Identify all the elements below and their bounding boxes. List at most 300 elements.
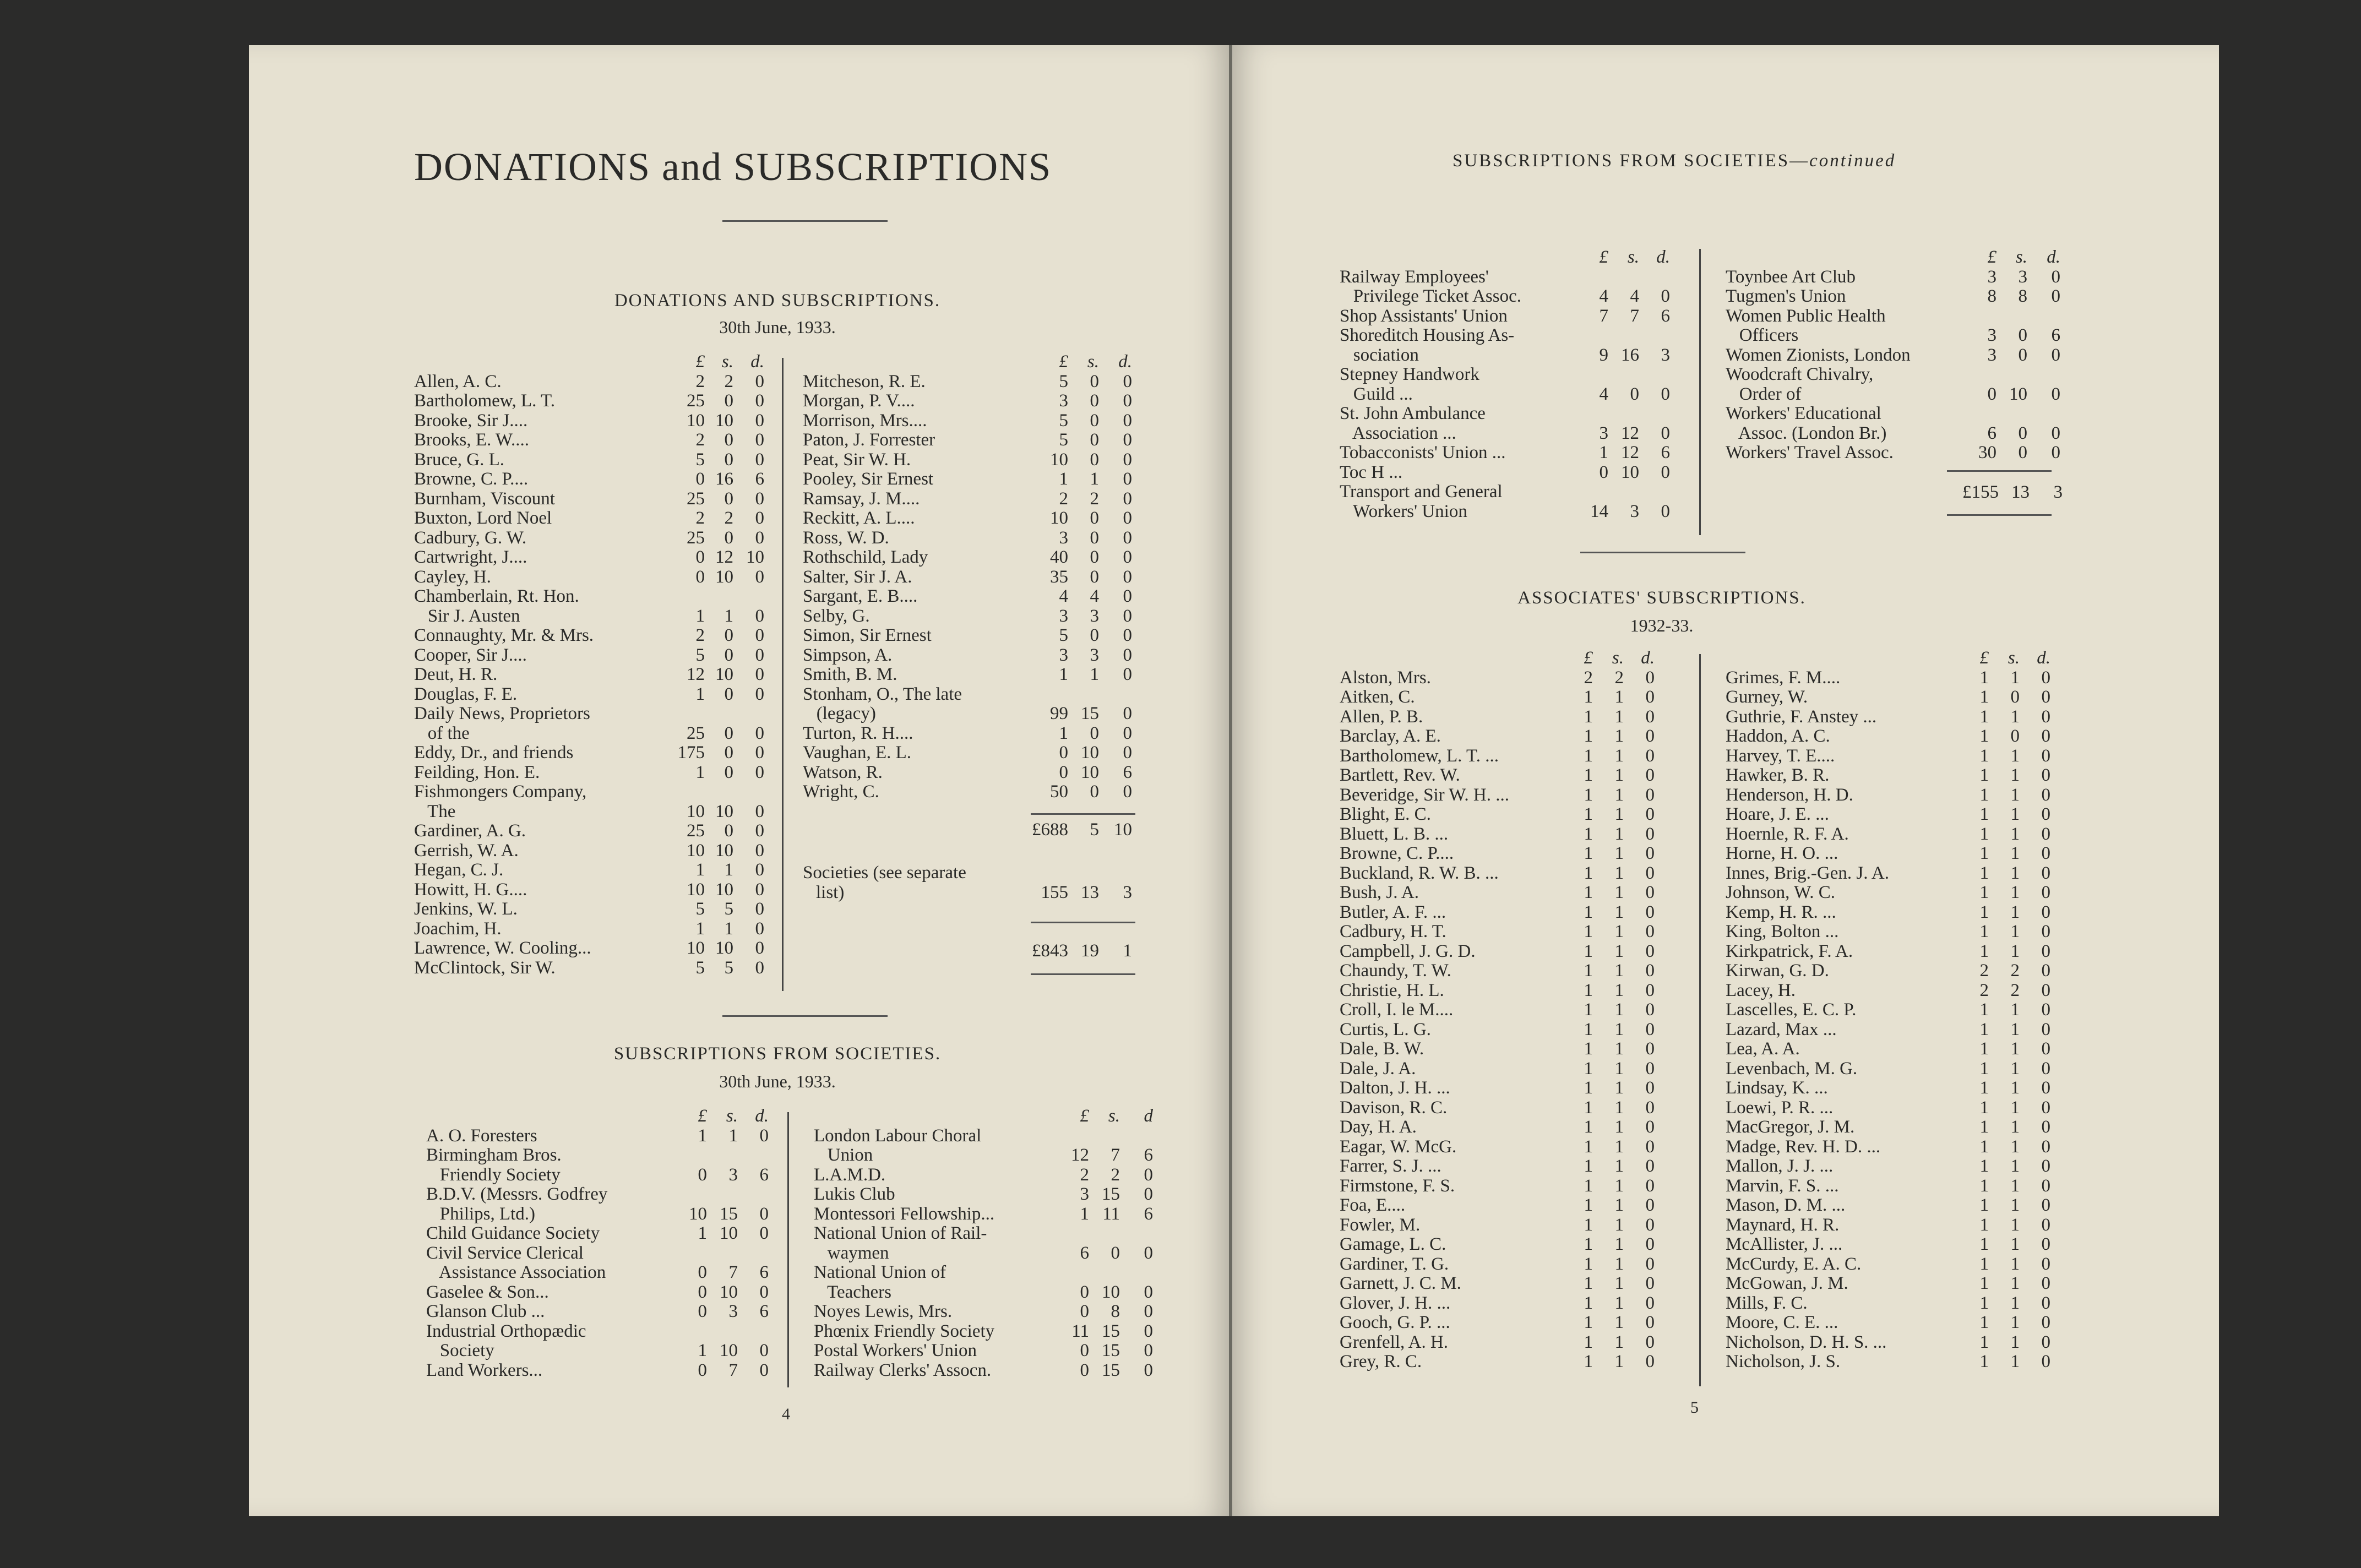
entry-pounds: 1 — [1584, 922, 1593, 941]
list-item — [414, 410, 764, 431]
entry-name: Maynard, H. R. — [1726, 1215, 1840, 1235]
entry-pence: 0 — [1123, 508, 1132, 528]
entry-pounds: 1 — [1584, 1293, 1593, 1313]
entry-name: Guild ... — [1340, 384, 1413, 404]
entry-shillings: 1 — [2010, 824, 2020, 844]
entry-name: Officers — [1726, 326, 1799, 345]
entry-pence: 6 — [2051, 325, 2060, 345]
entry-shillings: 1 — [1614, 843, 1624, 863]
entry-name: Salter, Sir J. A. — [803, 567, 912, 587]
entry-pence: 0 — [2051, 443, 2060, 462]
entry-pounds: 4 — [1599, 384, 1608, 404]
entry-shillings: 10 — [1102, 1282, 1120, 1302]
entry-pounds: 1 — [1584, 941, 1593, 961]
list-item — [426, 1146, 757, 1166]
entry-pence: 0 — [1661, 423, 1670, 443]
entry-pounds: 6 — [1987, 423, 1996, 443]
list-item — [803, 723, 1132, 744]
currency-header-£: £ — [695, 352, 705, 372]
entry-pence: 0 — [2051, 423, 2060, 443]
entry-pounds: 1 — [1584, 1019, 1593, 1039]
money-header — [1340, 649, 1725, 668]
entry-pence: 0 — [1645, 1273, 1655, 1293]
entry-shillings: 1 — [1614, 726, 1624, 746]
entry-shillings: 16 — [715, 469, 733, 489]
total-rule-top — [1031, 922, 1135, 923]
entry-shillings: 0 — [1090, 508, 1099, 528]
entry-name: Toynbee Art Club — [1726, 267, 1856, 287]
entry-pounds: 1 — [1584, 745, 1593, 766]
entry-shillings: 0 — [1090, 723, 1099, 743]
entry-pence: 0 — [1123, 527, 1132, 548]
entry-name: Tobacconists' Union ... — [1340, 443, 1506, 462]
list-item — [1726, 727, 2111, 747]
entry-pence: 0 — [755, 879, 764, 900]
associates-column-right — [1726, 649, 2111, 1372]
list-item — [1340, 1157, 1725, 1177]
entry-name: Aitken, C. — [1340, 688, 1415, 707]
entry-name: Christie, H. L. — [1340, 981, 1444, 1000]
list-item — [1340, 1118, 1725, 1137]
entry-pounds: 1 — [1979, 804, 1989, 824]
list-item — [803, 743, 1132, 763]
entry-shillings: 1 — [1614, 706, 1624, 727]
societies-total-rule-top — [1947, 470, 2052, 472]
entry-pence: 0 — [2041, 1019, 2050, 1039]
entry-name: Brooks, E. W.... — [414, 431, 530, 450]
entry-shillings: 1 — [2010, 1156, 2020, 1176]
list-item — [1726, 1255, 2111, 1275]
list-item — [1340, 404, 1725, 424]
entry-pounds: 50 — [1050, 782, 1068, 802]
entry-name: Lazard, Max ... — [1726, 1020, 1837, 1039]
entry-pence: 6 — [759, 1262, 769, 1282]
entry-shillings: 0 — [1090, 625, 1099, 645]
entry-pence: 0 — [1123, 391, 1132, 411]
entry-pence: 0 — [2041, 726, 2050, 746]
entry-name: Workers' Travel Assoc. — [1726, 443, 1894, 462]
entry-pounds: 1 — [1584, 1215, 1593, 1235]
entry-shillings: 1 — [1614, 1352, 1624, 1371]
list-item — [814, 1302, 1153, 1322]
section-rule — [722, 1015, 888, 1017]
entry-shillings: 0 — [724, 625, 733, 645]
entry-pence: 0 — [759, 1360, 769, 1380]
list-item — [414, 821, 764, 841]
list-item — [814, 1360, 1153, 1381]
entry-name: Fowler, M. — [1340, 1215, 1421, 1235]
entry-pence: 0 — [1645, 765, 1655, 785]
entry-shillings: 1 — [2010, 1273, 2020, 1293]
list-item — [1340, 1137, 1725, 1157]
entry-name: Nicholson, D. H. S. ... — [1726, 1332, 1887, 1352]
entry-name: Moore, C. E. ... — [1726, 1313, 1838, 1332]
entry-shillings: 4 — [1090, 586, 1099, 606]
entry-pounds: 1 — [1584, 1273, 1593, 1293]
list-item — [1726, 825, 2111, 845]
list-item — [1726, 688, 2111, 707]
entry-pounds: 0 — [698, 1282, 707, 1302]
entry-name: Buckland, R. W. B. ... — [1340, 863, 1499, 883]
entry-pounds: 3 — [1599, 423, 1608, 443]
entry-name: Johnson, W. C. — [1726, 883, 1835, 902]
entry-name: Firmstone, F. S. — [1340, 1176, 1455, 1196]
entry-pounds: 2 — [1979, 961, 1989, 981]
entry-pence: 0 — [755, 391, 764, 411]
entry-shillings: 0 — [724, 684, 733, 704]
list-item — [426, 1322, 757, 1342]
entry-pence: 0 — [2041, 1097, 2050, 1118]
entry-pence: 0 — [2051, 345, 2060, 365]
entry-shillings: 0 — [1111, 1243, 1120, 1263]
entry-shillings: 1 — [1614, 1058, 1624, 1079]
entry-pounds: 1 — [1584, 1136, 1593, 1157]
right-page — [1232, 45, 2219, 1516]
entry-pounds: 1 — [1584, 1097, 1593, 1118]
entry-name: waymen — [814, 1243, 889, 1263]
money-header — [426, 1106, 769, 1126]
entry-shillings: 1 — [2010, 1078, 2020, 1098]
list-item — [1340, 786, 1725, 805]
list-item — [414, 918, 764, 939]
list-item — [1726, 766, 2111, 786]
entry-name: McClintock, Sir W. — [414, 958, 556, 978]
list-item — [1340, 1020, 1725, 1040]
list-item — [1340, 502, 1725, 522]
entry-pence: 0 — [2041, 745, 2050, 766]
list-item — [426, 1302, 769, 1322]
currency-header-s: s. — [2008, 648, 2020, 668]
list-item — [803, 704, 1132, 724]
entry-pounds: 2 — [695, 508, 705, 528]
entry-pence: 0 — [755, 801, 764, 821]
entry-pounds: 1 — [1979, 1215, 1989, 1235]
entry-name: Bluett, L. B. ... — [1340, 824, 1449, 844]
list-item — [814, 1263, 1144, 1283]
entry-shillings: 1 — [2010, 1195, 2020, 1215]
list-item — [1340, 268, 1725, 287]
entry-shillings: 1 — [1614, 785, 1624, 805]
entry-name: Daily News, Proprietors — [414, 704, 590, 723]
entry-shillings: 1 — [1614, 824, 1624, 844]
societies-total-pounds: £155 — [1962, 482, 1999, 502]
list-item — [803, 527, 1132, 548]
entry-pounds: 175 — [677, 743, 705, 763]
entry-pounds: 1 — [1584, 843, 1593, 863]
entry-shillings: 1 — [1614, 745, 1624, 766]
entry-name: Bruce, G. L. — [414, 450, 505, 470]
entry-pence: 0 — [759, 1282, 769, 1302]
entry-pence: 3 — [1661, 345, 1670, 365]
entry-shillings: 16 — [1621, 345, 1639, 365]
entry-name: Gooch, G. P. ... — [1340, 1313, 1450, 1332]
list-item — [1340, 1294, 1725, 1314]
entry-name: Bartholomew, L. T. — [414, 391, 556, 411]
entry-pounds: 1 — [1979, 843, 1989, 863]
entry-name: London Labour Choral — [814, 1126, 982, 1146]
entry-pounds: 0 — [698, 1164, 707, 1185]
list-item — [414, 704, 744, 724]
list-item — [814, 1184, 1153, 1205]
entry-shillings: 8 — [2018, 286, 2027, 306]
entry-name: King, Bolton ... — [1726, 922, 1839, 941]
entry-name: Stepney Handwork — [1340, 365, 1479, 384]
entry-pounds: 25 — [687, 391, 705, 411]
entry-shillings: 2 — [1614, 667, 1624, 688]
entry-pounds: 5 — [695, 449, 705, 470]
list-item — [1340, 287, 1725, 307]
entry-shillings: 1 — [2010, 922, 2020, 941]
entry-pounds: 0 — [695, 469, 705, 489]
entry-name: Gardiner, A. G. — [414, 821, 526, 841]
entry-shillings: 10 — [720, 1282, 738, 1302]
entry-shillings: 1 — [2010, 1234, 2020, 1254]
list-item — [803, 586, 1132, 607]
entry-shillings: 1 — [2010, 1097, 2020, 1118]
entry-pence: 0 — [2041, 1195, 2050, 1215]
entry-pence: 0 — [1123, 723, 1132, 743]
list-item — [803, 665, 1132, 685]
entry-shillings: 2 — [2010, 980, 2020, 1000]
entry-pounds: 25 — [687, 488, 705, 509]
entry-pence: 6 — [1123, 762, 1132, 782]
entry-pence: 0 — [2041, 667, 2050, 688]
list-item — [1340, 482, 1725, 502]
entry-pence: 0 — [2041, 1313, 2050, 1332]
entry-pounds: 8 — [1987, 286, 1996, 306]
entry-name: Smith, B. M. — [803, 665, 897, 684]
associates-date: 1932-33. — [1630, 616, 1694, 635]
entry-pence: 0 — [1645, 1175, 1655, 1196]
entry-pence: 0 — [1645, 1117, 1655, 1137]
entry-shillings: 0 — [724, 762, 733, 782]
entry-pounds: 11 — [1071, 1321, 1089, 1341]
list-item — [414, 840, 764, 861]
entry-pence: 0 — [1123, 449, 1132, 470]
entry-pounds: 1 — [1059, 723, 1068, 743]
entry-name: Farrer, S. J. ... — [1340, 1157, 1441, 1176]
entry-name: Kirwan, G. D. — [1726, 961, 1829, 981]
entry-shillings: 1 — [1614, 863, 1624, 883]
entry-pounds: 1 — [698, 1223, 707, 1243]
list-item — [803, 762, 1132, 783]
entry-shillings: 0 — [2018, 423, 2027, 443]
entry-shillings: 0 — [724, 821, 733, 841]
associates-column-left — [1340, 649, 1725, 1372]
entry-pounds: 1 — [1979, 1117, 1989, 1137]
entry-pounds: 1 — [1584, 902, 1593, 922]
entry-name: Bartholomew, L. T. ... — [1340, 746, 1499, 766]
entry-shillings: 15 — [1102, 1184, 1120, 1204]
list-item — [426, 1125, 769, 1146]
list-item — [803, 508, 1132, 529]
entry-shillings: 1 — [1614, 922, 1624, 941]
entry-name: Foa, E.... — [1340, 1196, 1406, 1215]
title-rule — [722, 220, 888, 222]
list-item — [414, 625, 764, 646]
list-item — [814, 1282, 1153, 1303]
entry-pounds: 1 — [1979, 726, 1989, 746]
entry-name: Child Guidance Society — [426, 1224, 600, 1243]
list-item — [1340, 747, 1725, 766]
entry-name: National Union of — [814, 1263, 946, 1282]
entry-shillings: 1 — [2010, 863, 2020, 883]
list-item — [1726, 1039, 2111, 1059]
societies-total-shillings: 13 — [2011, 482, 2030, 502]
list-item — [1340, 1255, 1725, 1275]
entry-name: Blight, E. C. — [1340, 805, 1431, 824]
entry-name: Hoare, J. E. ... — [1726, 805, 1829, 824]
list-item — [1340, 1059, 1725, 1079]
entry-pence: 0 — [2041, 902, 2050, 922]
entry-name: Gardiner, T. G. — [1340, 1254, 1449, 1274]
entry-name: Curtis, L. G. — [1340, 1020, 1431, 1039]
entry-pence: 0 — [1645, 1136, 1655, 1157]
entry-pence: 0 — [1645, 785, 1655, 805]
entry-pounds: 1 — [1979, 824, 1989, 844]
list-item — [1726, 1313, 2111, 1333]
entry-name: Levenbach, M. G. — [1726, 1059, 1858, 1079]
entry-pounds: 1 — [1584, 804, 1593, 824]
societies-shillings: 13 — [1081, 882, 1099, 902]
entry-name: McGowan, J. M. — [1726, 1274, 1848, 1293]
entry-shillings: 1 — [2010, 1019, 2020, 1039]
entry-pounds: 3 — [1059, 606, 1068, 626]
entry-shillings: 1 — [1614, 1039, 1624, 1059]
entry-shillings: 1 — [1614, 1313, 1624, 1332]
entry-shillings: 0 — [1090, 782, 1099, 802]
entry-pence: 0 — [2041, 863, 2050, 883]
currency-header-s: s. — [1612, 648, 1624, 668]
entry-pence: 0 — [1645, 706, 1655, 727]
entry-name: Railway Clerks' Assocn. — [814, 1360, 992, 1380]
entry-name: Glanson Club ... — [426, 1302, 545, 1321]
entry-name: Women Public Health — [1726, 306, 1886, 326]
associates-column-divider — [1699, 654, 1701, 1386]
entry-pounds: 35 — [1050, 567, 1068, 587]
list-item — [1726, 1020, 2111, 1040]
entry-name: The — [414, 802, 456, 821]
entry-pence: 6 — [1144, 1204, 1153, 1224]
list-item — [1726, 1352, 2111, 1372]
list-item — [1340, 727, 1725, 747]
list-item — [1726, 307, 2100, 326]
entry-shillings: 1 — [1614, 1078, 1624, 1098]
entry-pounds: 1 — [1584, 824, 1593, 844]
entry-pounds: 3 — [1059, 527, 1068, 548]
entry-pounds: 1 — [1584, 785, 1593, 805]
entry-name: Harvey, T. E.... — [1726, 746, 1835, 766]
entry-name: Shop Assistants' Union — [1340, 306, 1508, 326]
entry-pounds: 0 — [1080, 1282, 1089, 1302]
entry-pence: 0 — [1123, 665, 1132, 684]
list-item — [426, 1282, 769, 1303]
entry-shillings: 3 — [1090, 606, 1099, 626]
entry-pounds: 99 — [1050, 704, 1068, 723]
entry-pence: 0 — [759, 1204, 769, 1224]
entry-shillings: 3 — [2018, 266, 2027, 287]
entry-shillings: 1 — [1614, 1117, 1624, 1137]
entry-shillings: 1 — [2010, 1117, 2020, 1137]
entry-pence: 0 — [759, 1341, 769, 1360]
entry-pounds: 1 — [695, 762, 705, 782]
entry-name: Browne, C. P.... — [1340, 844, 1454, 863]
entry-pounds: 25 — [687, 821, 705, 841]
entry-name: Innes, Brig.-Gen. J. A. — [1726, 863, 1889, 883]
list-item — [426, 1262, 769, 1283]
entry-pence: 0 — [1123, 567, 1132, 587]
entry-pence: 0 — [755, 606, 764, 626]
list-item — [814, 1126, 1144, 1146]
currency-header-d: d. — [1641, 648, 1655, 668]
societies-continued-right — [1726, 248, 2100, 463]
list-item — [1340, 385, 1725, 405]
list-item — [1726, 287, 2100, 307]
entry-pounds: 5 — [1059, 625, 1068, 645]
entry-name: Buxton, Lord Noel — [414, 509, 552, 528]
subtotal-pence: 10 — [1114, 820, 1132, 840]
list-item — [803, 625, 1132, 646]
entry-pounds: 1 — [1979, 1332, 1989, 1352]
entry-pounds: 10 — [689, 1204, 707, 1224]
entry-shillings: 1 — [2010, 765, 2020, 785]
entry-name: Sir J. Austen — [414, 606, 520, 626]
entry-name: Dale, B. W. — [1340, 1039, 1424, 1059]
list-item — [414, 743, 764, 763]
entry-pounds: 1 — [698, 1125, 707, 1146]
entry-pence: 0 — [2041, 843, 2050, 863]
entry-name: Hoernle, R. F. A. — [1726, 824, 1849, 844]
entry-name: Teachers — [814, 1282, 891, 1302]
list-item — [414, 665, 764, 685]
entry-pence: 0 — [1661, 462, 1670, 482]
entry-name: Simon, Sir Ernest — [803, 626, 932, 645]
entry-pence: 0 — [1645, 1254, 1655, 1274]
entry-pence: 0 — [2041, 1175, 2050, 1196]
entry-name: Davison, R. C. — [1340, 1098, 1448, 1118]
entry-pence: 0 — [1144, 1341, 1153, 1360]
entry-pounds: 0 — [1059, 762, 1068, 782]
entry-pounds: 1 — [1979, 941, 1989, 961]
associates-heading: ASSOCIATES' SUBSCRIPTIONS. — [1517, 588, 1806, 608]
entry-pounds: 0 — [1987, 384, 1996, 404]
entry-pounds: 1 — [1979, 1078, 1989, 1098]
grand-total-shillings: 19 — [1081, 941, 1099, 961]
entry-pounds: 1 — [1979, 922, 1989, 941]
list-item — [414, 723, 764, 744]
entry-name: Lawrence, W. Cooling... — [414, 939, 591, 958]
entry-pence: 0 — [2041, 804, 2050, 824]
list-item — [414, 449, 764, 470]
entry-shillings: 0 — [724, 645, 733, 665]
entry-name: Watson, R. — [803, 763, 883, 782]
list-item — [1726, 1059, 2111, 1079]
entry-name: Paton, J. Forrester — [803, 431, 935, 450]
currency-header-£: £ — [698, 1106, 707, 1126]
list-item — [1726, 443, 2100, 463]
entry-shillings: 1 — [1614, 1293, 1624, 1313]
entry-pounds: 1 — [1979, 1058, 1989, 1079]
currency-header-d: d. — [2037, 648, 2050, 668]
list-item — [1340, 326, 1725, 346]
entry-name: Gerrish, W. A. — [414, 841, 519, 861]
entry-shillings: 7 — [1630, 306, 1639, 326]
entry-shillings: 1 — [1614, 765, 1624, 785]
entry-pounds: 1 — [1584, 1117, 1593, 1137]
list-item — [1340, 864, 1725, 884]
entry-pounds: 1 — [1979, 785, 1989, 805]
entry-name: Cayley, H. — [414, 567, 491, 587]
